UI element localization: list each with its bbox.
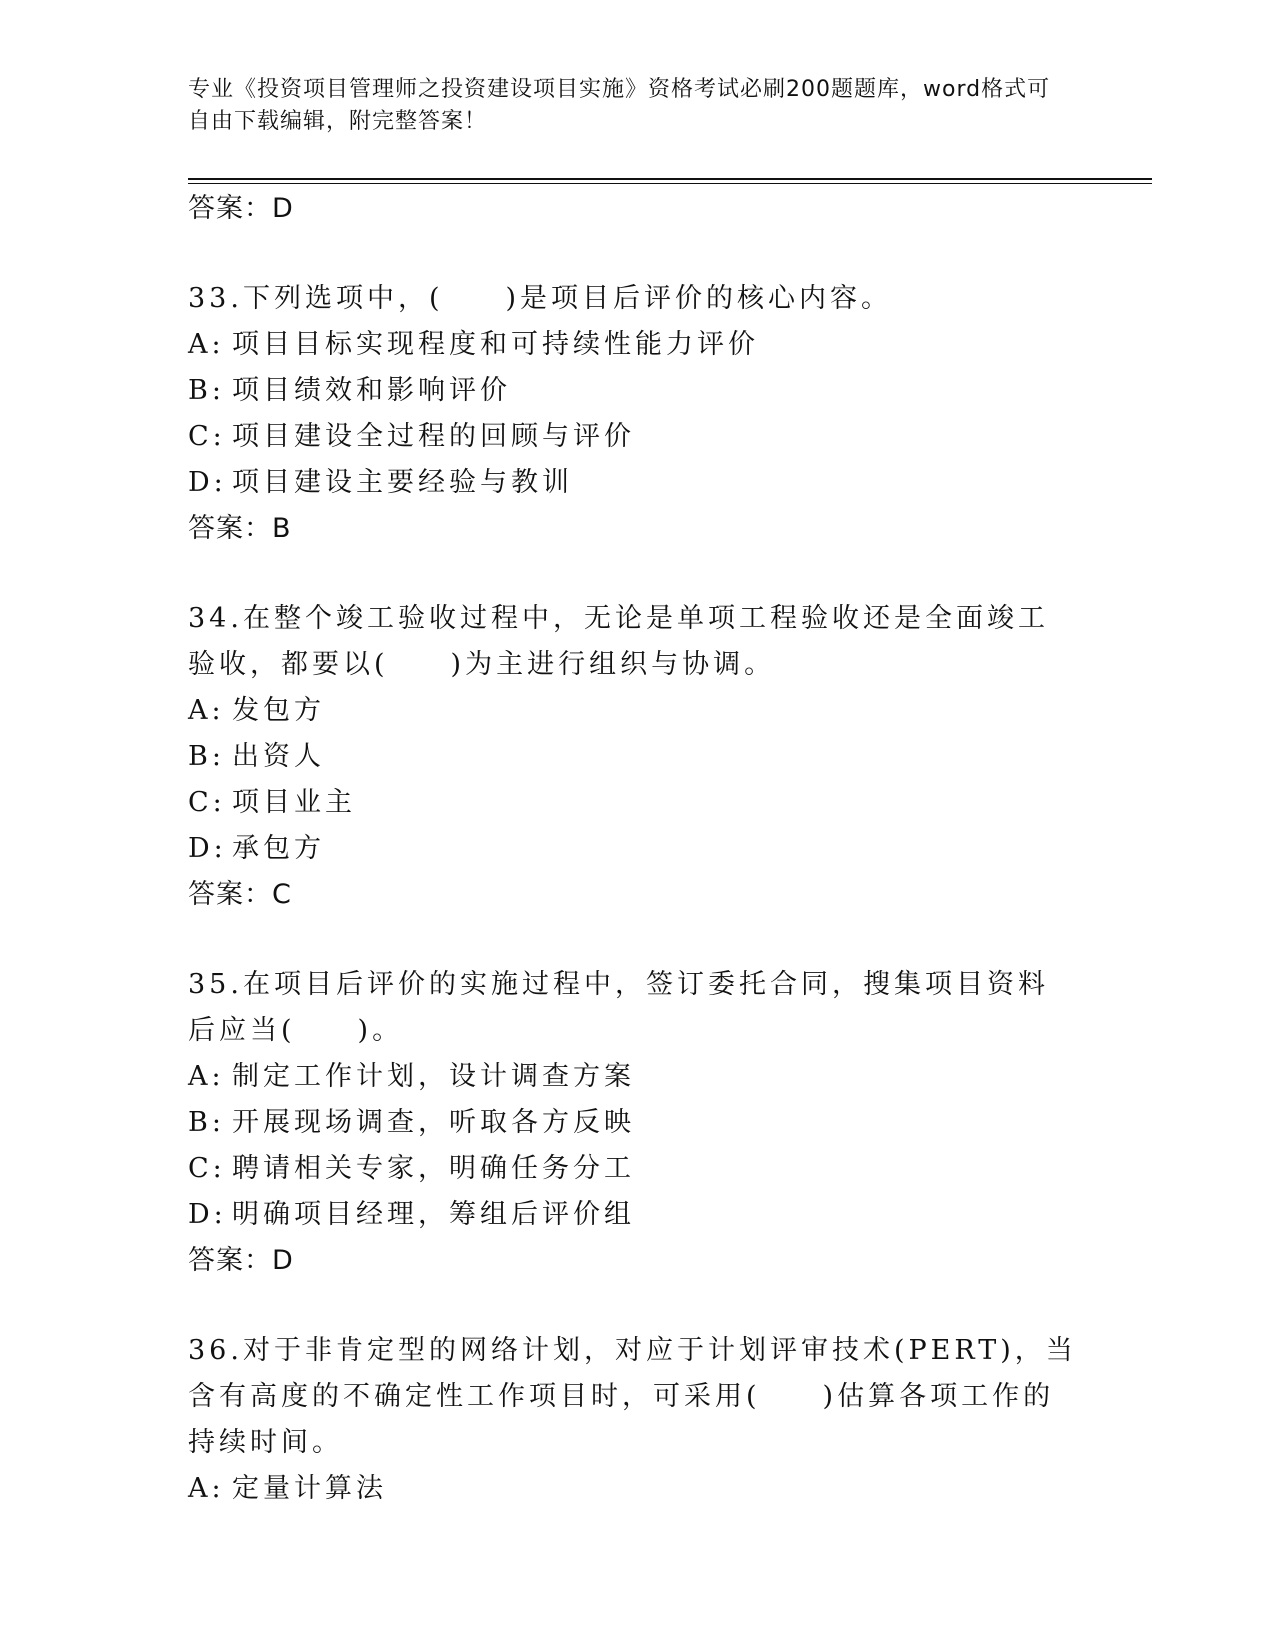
option-text: 项目目标实现程度和可持续性能力评价 [232, 329, 759, 360]
option-line [188, 1054, 1088, 1100]
header-divider [188, 178, 1152, 180]
option-text: 明确项目经理，筹组后评价组 [232, 1199, 635, 1230]
question-block [188, 962, 1088, 1284]
option-line [188, 368, 1088, 414]
option-line [188, 780, 1088, 826]
option-letter: C: [188, 787, 226, 818]
question-text: 34.在整个竣工验收过程中，无论是单项工程验收还是全面竣工验收，都要以( )为主进行组织与协调。 [188, 603, 1049, 680]
question-text: 36.对于非肯定型的网络计划，对应于计划评审技术(PERT)，当含有高度的不确定性工作项目时，可采用( )估算各项工作的持续时间。 [188, 1335, 1077, 1458]
option-text: 出资人 [232, 741, 325, 772]
answer-line: 答案：D [188, 193, 294, 224]
option-text: 项目业主 [232, 787, 356, 818]
option-line [188, 734, 1088, 780]
option-line [188, 826, 1088, 872]
option-text: 开展现场调查，听取各方反映 [232, 1107, 635, 1138]
option-letter: C: [188, 421, 226, 452]
option-text: 承包方 [232, 833, 325, 864]
question-block [188, 1328, 1088, 1512]
option-line [188, 1192, 1088, 1238]
option-text: 制定工作计划，设计调查方案 [232, 1061, 635, 1092]
option-line [188, 1146, 1088, 1192]
option-line [188, 460, 1088, 506]
option-line [188, 1466, 1088, 1512]
option-letter: A: [188, 1061, 225, 1092]
header-divider-thin [188, 183, 1152, 184]
question-text: 33.下列选项中，( )是项目后评价的核心内容。 [188, 283, 893, 314]
option-text: 项目绩效和影响评价 [232, 375, 511, 406]
option-line [188, 1100, 1088, 1146]
option-letter: C: [188, 1153, 226, 1184]
option-text: 项目建设全过程的回顾与评价 [232, 421, 635, 452]
answer-line: 答案：C [188, 879, 292, 910]
option-letter: B: [188, 741, 225, 772]
option-letter: B: [188, 375, 225, 406]
option-line [188, 322, 1088, 368]
option-text: 发包方 [232, 695, 325, 726]
option-letter: A: [188, 329, 225, 360]
option-line [188, 414, 1088, 460]
question-list [188, 186, 1088, 1512]
option-letter: A: [188, 695, 225, 726]
option-text: 定量计算法 [232, 1473, 387, 1504]
option-letter: D: [188, 467, 227, 498]
option-letter: B: [188, 1107, 225, 1138]
option-letter: A: [188, 1473, 225, 1504]
answer-line: 答案：D [188, 1245, 294, 1276]
option-text: 聘请相关专家，明确任务分工 [232, 1153, 635, 1184]
option-letter: D: [188, 833, 227, 864]
document-header: 专业《投资项目管理师之投资建设项目实施》资格考试必刷200题题库，word格式可自由下载编辑，附完整答案！ [188, 77, 1051, 134]
option-text: 项目建设主要经验与教训 [232, 467, 573, 498]
question-block [188, 596, 1088, 918]
option-letter: D: [188, 1199, 227, 1230]
question-text: 35.在项目后评价的实施过程中，签订委托合同，搜集项目资料后应当( )。 [188, 969, 1049, 1046]
question-block [188, 276, 1088, 552]
option-line [188, 688, 1088, 734]
answer-line: 答案：B [188, 513, 292, 544]
